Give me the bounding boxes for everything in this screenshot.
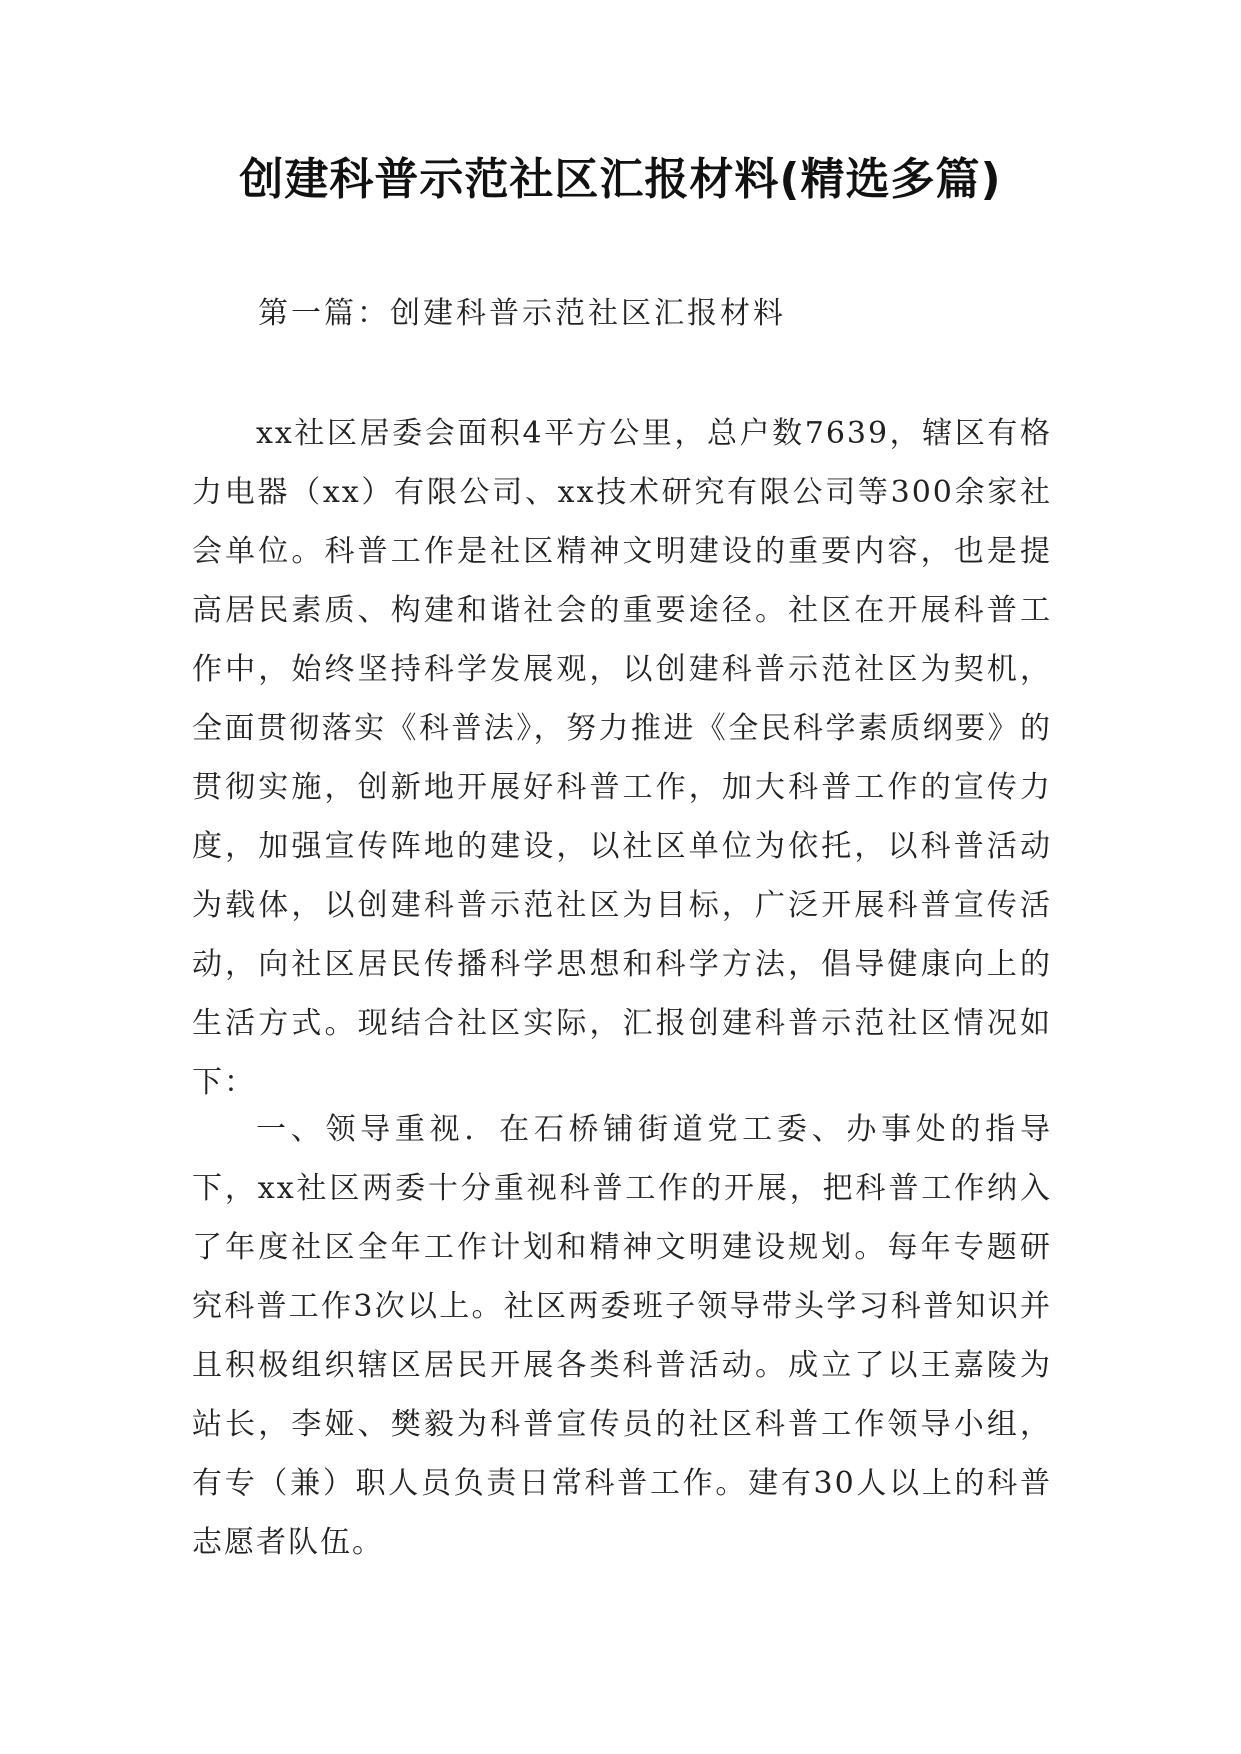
document-title: 创建科普示范社区汇报材料(精选多篇): [239, 154, 1002, 205]
section-heading: 第一篇：创建科普示范社区汇报材料: [258, 296, 786, 331]
body-paragraph-leadership: 一、领导重视．在石桥铺街道党工委、办事处的指导下，xx社区两委十分重视科普工作的开展，把科普工作纳入了年度社区全年工作计划和精神文明建设规划。每年专题研究科普工作3次以上。社区两委班子领导带头学习科普知识并且积极组织辖区居民开展各类科普活动。成立了以王嘉陵为站长，李娅、樊毅为科普宣传员的社区科普工作领导小组，有专（兼）职人员负责日常科普工作。建有30人以上的科普志愿者队伍。: [192, 1112, 1052, 1560]
body-paragraph-intro: xx社区居委会面积4平方公里，总户数7639，辖区有格力电器（xx）有限公司、xx技术研究有限公司等300余家社会单位。科普工作是社区精神文明建设的重要内容，也是提高居民素质、构建和谐社会的重要途径。社区在开展科普工作中，始终坚持科学发展观，以创建科普示范社区为契机，全面贯彻落实《科普法》，努力推进《全民科学素质纲要》的贯彻实施，创新地开展好科普工作，加大科普工作的宣传力度，加强宣传阵地的建设，以社区单位为依托，以科普活动为载体，以创建科普示范社区为目标，广泛开展科普宣传活动，向社区居民传播科学思想和科学方法，倡导健康向上的生活方式。现结合社区实际，汇报创建科普示范社区情况如下：: [192, 416, 1052, 1100]
